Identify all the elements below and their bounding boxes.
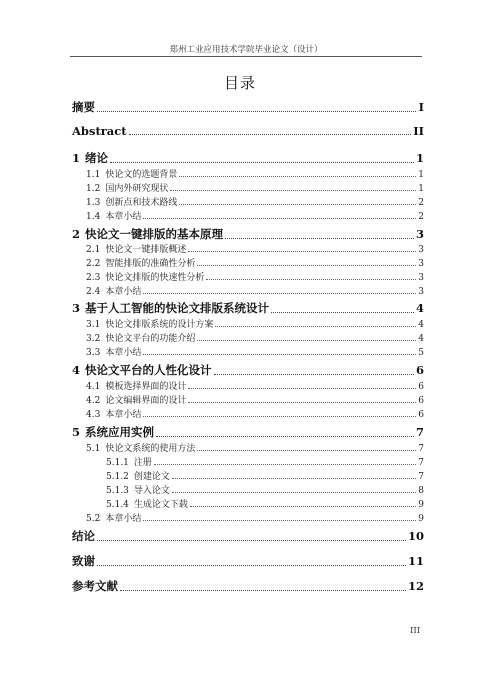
toc-entry-page: 3	[418, 273, 424, 283]
toc-entry-number: 3.3	[86, 348, 101, 358]
toc-entry-text: 快论文一键排版概述	[105, 245, 187, 255]
toc-entry-text: 本章小结	[105, 212, 142, 222]
toc-entry-page: II	[413, 124, 424, 138]
toc-entry-number: 1.3	[86, 198, 101, 208]
toc-entry-text: 智能排版的准确性分析	[105, 259, 196, 269]
toc-entry-page: I	[418, 100, 424, 114]
toc-entry-number: 2.4	[86, 287, 101, 297]
toc-entry-text: 本章小结	[105, 410, 142, 420]
toc-entry-page: 1	[418, 184, 424, 194]
toc-entry	[72, 424, 424, 440]
toc-entry-page: 6	[418, 410, 424, 420]
toc-entry-page: 3	[418, 245, 424, 255]
toc-dot-leader	[197, 450, 416, 451]
toc-entry-page: 4	[418, 334, 424, 344]
toc-dot-leader	[97, 540, 406, 541]
toc-entry-page: 4	[418, 320, 424, 330]
toc-entry-number: 5.2	[86, 514, 101, 524]
toc-entry	[86, 441, 424, 454]
toc-entry-text: 快论文的选题背景	[105, 170, 178, 180]
toc-entry	[72, 528, 424, 544]
toc-dot-leader	[129, 134, 412, 135]
toc-dot-leader	[156, 436, 414, 437]
toc-entry	[86, 393, 424, 406]
toc-entry	[72, 300, 424, 316]
toc-entry-page: 11	[407, 554, 424, 568]
toc-entry-text: 本章小结	[105, 514, 142, 524]
toc-entry-page: 1	[418, 170, 424, 180]
toc-entry-page: 7	[418, 458, 424, 468]
toc-entry-text: 参考文献	[72, 579, 118, 593]
toc-dot-leader	[206, 279, 416, 280]
toc-dot-leader	[190, 506, 416, 507]
toc-entry	[86, 167, 424, 180]
toc-entry-number: 1	[72, 151, 81, 165]
toc-entry-text: 创新点和技术路线	[105, 198, 178, 208]
toc-entry-text: 绪论	[85, 151, 109, 165]
toc-entry-page: 6	[415, 363, 424, 377]
toc-entry-number: 2.3	[86, 273, 101, 283]
toc-dot-leader	[97, 565, 406, 566]
toc-entry-number: 5	[72, 425, 81, 439]
toc-dot-leader	[110, 162, 414, 163]
toc-entry	[86, 317, 424, 330]
toc-dot-leader	[197, 265, 416, 266]
toc-entry-text: 快论文平台的功能介绍	[105, 334, 196, 344]
toc-entry-text: 基于人工智能的快论文排版系统设计	[85, 301, 270, 315]
toc-entry-page: 4	[415, 301, 424, 315]
toc-dot-leader	[172, 492, 416, 493]
toc-dot-leader	[97, 111, 416, 112]
toc-entry	[86, 511, 424, 524]
toc-entry-text: 注册	[133, 458, 152, 468]
toc-entry-number: 1.4	[86, 212, 101, 222]
toc-entry-text: 结论	[72, 529, 95, 543]
toc-entry-page: 3	[418, 287, 424, 297]
toc-dot-leader	[179, 176, 416, 177]
toc-entry-text: 论文编辑界面的设计	[105, 396, 187, 406]
toc-entry	[86, 209, 424, 222]
toc-entry-page: 3	[418, 259, 424, 269]
toc-entry-number: 3	[72, 301, 81, 315]
toc-entry-number: 5.1.1	[106, 458, 129, 468]
toc-entry-number: 5.1.2	[106, 472, 129, 482]
toc-entry-page: 5	[418, 348, 424, 358]
toc-dot-leader	[143, 354, 416, 355]
toc-title: 目录	[223, 74, 256, 92]
toc-entry	[86, 284, 424, 297]
toc-entry	[86, 242, 424, 255]
page-number: III	[410, 626, 421, 636]
toc-dot-leader	[197, 340, 416, 341]
toc-entry	[86, 256, 424, 269]
toc-entry-number: 5.1.4	[106, 500, 129, 510]
toc-entry	[106, 455, 424, 468]
toc-entry-page: 2	[418, 212, 424, 222]
toc-entry-text: 快论文一键排版的基本原理	[85, 227, 224, 241]
toc-entry-number: 5.1	[86, 444, 101, 454]
toc-dot-leader	[225, 238, 414, 239]
toc-entry-page: 6	[418, 382, 424, 392]
toc-entry-number: 4.2	[86, 396, 101, 406]
toc-entry-text: 快论文排版的快速性分析	[105, 273, 205, 283]
toc-entry-text: 本章小结	[105, 348, 142, 358]
toc-entry-text: 模板选择界面的设计	[105, 382, 187, 392]
toc-entry-number: 3.2	[86, 334, 101, 344]
toc-entry-page: 12	[407, 579, 424, 593]
toc-dot-leader	[188, 251, 416, 252]
toc-entry	[106, 483, 424, 496]
toc-entry-page: 10	[407, 529, 424, 543]
toc-entry-number: 2	[72, 227, 81, 241]
toc-entry	[72, 226, 424, 242]
toc-dot-leader	[215, 326, 416, 327]
toc-entry-page: 8	[418, 486, 424, 496]
toc-dot-leader	[143, 416, 416, 417]
toc-entry	[86, 345, 424, 358]
running-header: 郑州工业应用技术学院毕业论文（设计）	[169, 45, 323, 55]
toc-entry-text: 致谢	[72, 554, 95, 568]
toc-entry-text: 快论文排版系统的设计方案	[105, 320, 214, 330]
toc-entry	[72, 99, 424, 115]
toc-entry-text: 生成论文下载	[133, 500, 188, 510]
toc-dot-leader	[179, 204, 416, 205]
toc-dot-leader	[170, 190, 416, 191]
toc-dot-leader	[143, 218, 416, 219]
toc-dot-leader	[188, 402, 416, 403]
toc-entry-page: 9	[418, 500, 424, 510]
header-divider	[70, 56, 422, 57]
toc-entry-page: 2	[418, 198, 424, 208]
toc-entry-number: 5.1.3	[106, 486, 129, 496]
toc-entry-number: 2.2	[86, 259, 101, 269]
toc-entry-text: 国内外研究现状	[105, 184, 169, 194]
toc-entry-text: 快论文系统的使用方法	[105, 444, 196, 454]
toc-entry	[86, 379, 424, 392]
toc-entry-page: 1	[415, 151, 424, 165]
toc-dot-leader	[143, 520, 416, 521]
toc-entry	[86, 407, 424, 420]
toc-entry-text: Abstract	[72, 124, 127, 138]
toc-entry	[72, 578, 424, 594]
toc-entry-text: 系统应用实例	[85, 425, 155, 439]
toc-entry-page: 7	[415, 425, 424, 439]
toc-entry-text: 快论文平台的人性化设计	[85, 363, 212, 377]
toc-dot-leader	[214, 374, 414, 375]
toc-entry-text: 创建论文	[133, 472, 170, 482]
toc-entry	[72, 362, 424, 378]
toc-entry-number: 1.1	[86, 170, 101, 180]
toc-entry	[86, 270, 424, 283]
toc-dot-leader	[188, 388, 416, 389]
toc-entry	[86, 181, 424, 194]
toc-entry-number: 4.1	[86, 382, 101, 392]
toc-entry-number: 2.1	[86, 245, 101, 255]
toc-dot-leader	[172, 478, 416, 479]
toc-dot-leader	[154, 464, 416, 465]
toc-entry-page: 6	[418, 396, 424, 406]
toc-entry	[72, 553, 424, 569]
toc-entry-number: 4.3	[86, 410, 101, 420]
toc-entry	[86, 195, 424, 208]
toc-entry-number: 1.2	[86, 184, 101, 194]
toc-entry	[106, 469, 424, 482]
toc-entry-text: 摘要	[72, 100, 95, 114]
toc-entry-page: 7	[418, 472, 424, 482]
toc-entry-text: 导入论文	[133, 486, 170, 496]
toc-dot-leader	[143, 293, 416, 294]
toc-entry-number: 4	[72, 363, 81, 377]
toc-entry-page: 7	[418, 444, 424, 454]
toc-entry-page: 3	[415, 227, 424, 241]
toc-entry	[106, 497, 424, 510]
toc-entry	[72, 150, 424, 166]
toc-dot-leader	[271, 312, 414, 313]
toc-entry	[86, 331, 424, 344]
toc-dot-leader	[120, 590, 406, 591]
toc-entry-text: 本章小结	[105, 287, 142, 297]
toc-entry-number: 3.1	[86, 320, 101, 330]
toc-entry-page: 9	[418, 514, 424, 524]
toc-entry	[72, 124, 424, 138]
